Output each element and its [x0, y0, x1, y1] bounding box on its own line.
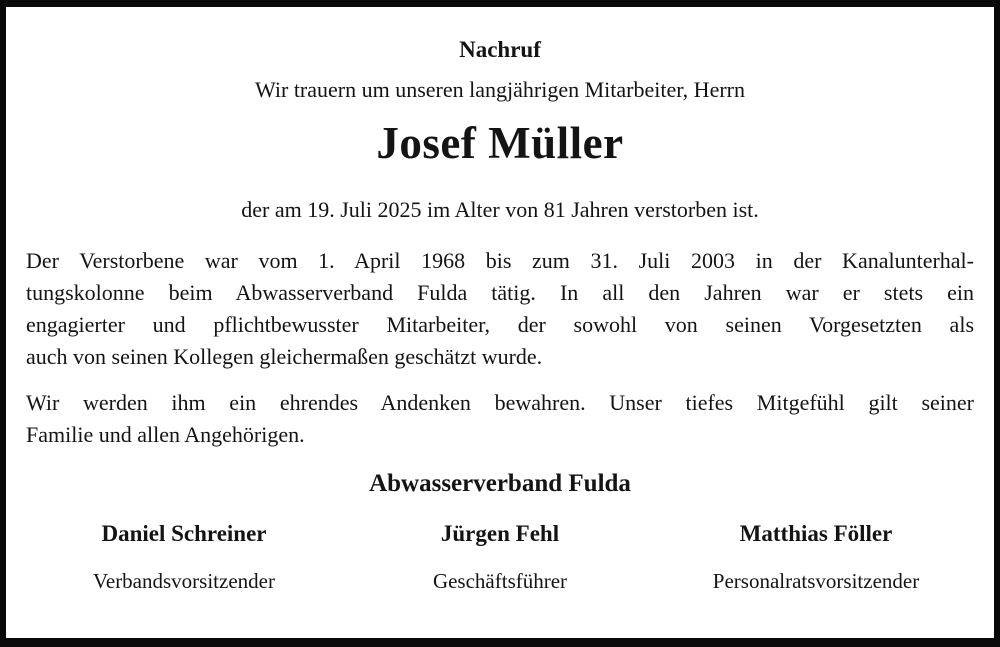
signatory-3	[658, 521, 974, 594]
signatory-1	[26, 521, 342, 594]
signatory-name: Jürgen Fehl	[440, 521, 560, 546]
paragraph-line: tungskolonne beim Abwasserverband Fulda tätig. In all den Jahren war er stets ein	[26, 280, 974, 305]
obituary-paragraph-1	[26, 245, 974, 373]
paragraph-line: Wir werden ihm ein ehrendes Andenken bewahren. Unser tiefes Mitgefühl gilt seiner	[26, 390, 974, 415]
paragraph-line: Der Verstorbene war vom 1. April 1968 bis zum 31. Juli 2003 in der Kanalunterhal-	[26, 248, 974, 273]
paragraph-line: Familie und allen Angehörigen.	[26, 422, 305, 447]
signatory-role: Geschäftsführer	[432, 569, 568, 593]
organization-name: Abwasserverband Fulda	[369, 470, 631, 497]
notice-kicker: Nachruf	[459, 37, 541, 62]
intro-line: Wir trauern um unseren langjährigen Mitarbeiter, Herrn	[255, 77, 745, 102]
signatory-role: Verbandsvorsitzender	[93, 569, 275, 593]
signatories-row	[26, 521, 974, 594]
paragraph-line: engagierter und pflichtbewusster Mitarbeiter, der sowohl von seinen Vorgesetzten als	[26, 312, 974, 337]
obituary-paragraph-2	[26, 387, 974, 451]
signatory-2	[342, 521, 658, 594]
signatory-name: Matthias Föller	[739, 521, 893, 546]
death-line: der am 19. Juli 2025 im Alter von 81 Jahren verstorben ist.	[241, 197, 759, 222]
signatory-role: Personalratsvorsitzender	[712, 569, 920, 593]
paragraph-line: auch von seinen Kollegen gleichermaßen geschätzt wurde.	[26, 344, 543, 369]
deceased-name: Josef Müller	[376, 118, 624, 168]
signatory-name: Daniel Schreiner	[101, 521, 267, 546]
